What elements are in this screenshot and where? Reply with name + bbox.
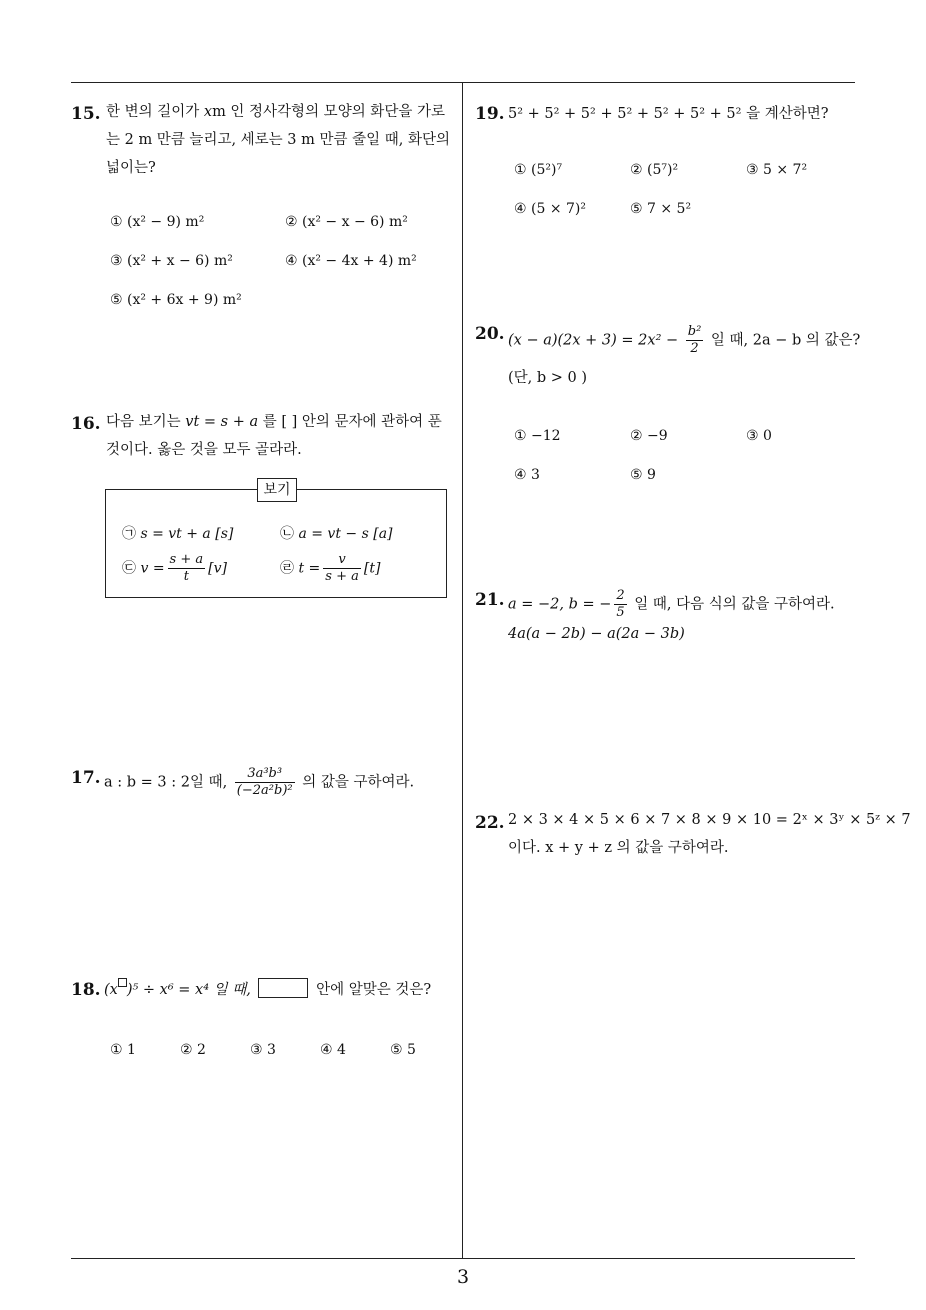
q22-line2: 이다. x + y + z 의 값을 구하여라. [508, 840, 729, 856]
q16-line1: 다음 보기는 vt = s + a 를 [ ] 안의 문자에 관하여 푼 [106, 414, 442, 430]
q17-fraction: $\frac{\text{3a³b³}}{\text{(−2a²b)²}}$ [236, 766, 293, 798]
question-15-number: 15. [71, 104, 101, 124]
question-20-text: (x − a)(2x + 3) = 2x² − $\frac{\text{b²}}{2}$ 일 때, 2a − b 의 값은? [508, 324, 861, 356]
question-17-text: a : b = 3 : 2일 때, $\frac{\text{3a³b³}}{\text{(−2a²b)²}}$ 의 값을 구하여라. [104, 766, 415, 798]
question-22-number: 22. [475, 813, 505, 833]
q18-small-box [118, 978, 127, 987]
column-divider [462, 82, 463, 1258]
question-16-text [106, 408, 442, 464]
q20-condition: (단, b > 0 ) [508, 370, 588, 386]
question-18-number: 18. [71, 980, 101, 1000]
q21-expression: 4a(a − 2b) − a(2a − 3b) [508, 626, 685, 642]
q15-choice-3[interactable]: ③ (x² + x − 6) m² [110, 253, 233, 269]
q20-choice-3[interactable]: ③ 0 [746, 428, 772, 444]
q18-answer-blank [258, 978, 308, 998]
q20-choice-4[interactable]: ④ 3 [514, 467, 540, 483]
question-19-number: 19. [475, 104, 505, 124]
q18-choice-3[interactable]: ③ 3 [250, 1042, 276, 1058]
bogi-rieul-fraction: $\frac{v}{s + a}$ [325, 552, 359, 584]
bogi-item-nieun: ㉡ a = vt − s [a] [280, 526, 393, 542]
bogi-item-giyeok: ㉠ s = vt + a [s] [122, 526, 234, 542]
q20-choice-2[interactable]: ② −9 [630, 428, 668, 444]
q16-line2: 것이다. 옳은 것을 모두 골라라. [106, 442, 302, 458]
q18-choice-4[interactable]: ④ 4 [320, 1042, 346, 1058]
q18-choice-2[interactable]: ② 2 [180, 1042, 206, 1058]
q18-choice-5[interactable]: ⑤ 5 [390, 1042, 416, 1058]
q15-choice-5[interactable]: ⑤ (x² + 6x + 9) m² [110, 292, 242, 308]
top-rule [71, 82, 855, 83]
bottom-rule [71, 1258, 855, 1259]
question-20-number: 20. [475, 324, 505, 344]
bogi-digeut-fraction: $\frac{s + a}{t}$ [169, 552, 204, 584]
bogi-item-digeut: ㉢ v = $\frac{s + a}{t}$ [v] [122, 552, 227, 584]
q19-choice-2[interactable]: ② (5⁷)² [630, 162, 679, 178]
question-21-number: 21. [475, 590, 505, 610]
q15-line1: 한 변의 길이가 xm 인 정사각형의 모양의 화단을 가로 [106, 104, 445, 120]
q19-choice-3[interactable]: ③ 5 × 7² [746, 162, 808, 178]
q15-choice-4[interactable]: ④ (x² − 4x + 4) m² [285, 253, 417, 269]
page-number: 3 [456, 1266, 470, 1288]
q15-line2: 는 2 m 만큼 늘리고, 세로는 3 m 만큼 줄일 때, 화단의 [106, 132, 450, 148]
bogi-title: 보기 [257, 478, 297, 502]
q20-choice-5[interactable]: ⑤ 9 [630, 467, 656, 483]
question-15-text [106, 98, 450, 182]
question-17-number: 17. [71, 768, 101, 788]
q15-choice-2[interactable]: ② (x² − x − 6) m² [285, 214, 408, 230]
q20-choice-1[interactable]: ① −12 [514, 428, 561, 444]
q20-fraction: $\frac{\text{b²}}{2}$ [687, 324, 702, 356]
q15-choice-1[interactable]: ① (x² − 9) m² [110, 214, 205, 230]
q19-choice-4[interactable]: ④ (5 × 7)² [514, 201, 586, 217]
question-21-text: a = −2, b = − $\frac{2}{5}$ 일 때, 다음 식의 값을 구하여라. [508, 588, 835, 620]
bogi-item-rieul: ㉣ t = $\frac{v}{s + a}$ [t] [280, 552, 381, 584]
question-19-text: 5² + 5² + 5² + 5² + 5² + 5² + 5² 을 계산하면? [508, 106, 829, 122]
q19-choice-1[interactable]: ① (5²)⁷ [514, 162, 563, 178]
q21-fraction: $\frac{2}{5}$ [616, 588, 625, 620]
q15-line3: 넓이는? [106, 160, 156, 176]
question-18-text: (x )⁵ ÷ x⁶ = x⁴ 일 때, 안에 알맞은 것은? [104, 976, 431, 1004]
q22-line1: 2 × 3 × 4 × 5 × 6 × 7 × 8 × 9 × 10 = 2ˣ × 3ʸ × 5ᶻ × 7 [508, 812, 911, 828]
q19-choice-5[interactable]: ⑤ 7 × 5² [630, 201, 692, 217]
question-16-number: 16. [71, 414, 101, 434]
question-22-text [508, 806, 911, 862]
q18-choice-1[interactable]: ① 1 [110, 1042, 136, 1058]
